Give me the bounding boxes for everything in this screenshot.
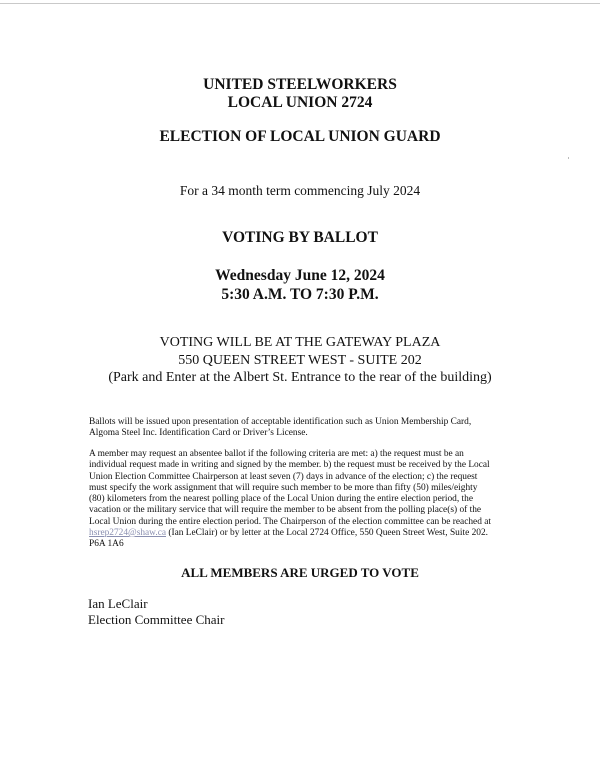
absentee-line: individual request made in writing and signed by the member. b) the request must be received by the Local bbox=[89, 460, 490, 471]
location-address: 550 QUEEN STREET WEST - SUITE 202 bbox=[178, 352, 422, 368]
absentee-line: must specify the work assignment that will require such member to be more than fifty (50) miles/eighty bbox=[89, 482, 478, 493]
absentee-line: A member may request an absentee ballot if the following criteria are met: a) the request must be an bbox=[89, 449, 464, 459]
absentee-line: vacation or the military service that will require the member to be absent from the polling place(s) of the bbox=[89, 505, 482, 516]
identification-paragraph bbox=[89, 417, 529, 440]
top-border-line bbox=[0, 3, 600, 4]
term-description: For a 34 month term commencing July 2024 bbox=[179, 183, 421, 198]
absentee-line: Union Election Committee Chairperson at least seven (7) days in advance of the election; c) the request bbox=[89, 471, 478, 482]
local-union-number: LOCAL UNION 2724 bbox=[227, 94, 373, 111]
location-venue: VOTING WILL BE AT THE GATEWAY PLAZA bbox=[159, 335, 441, 350]
voting-location bbox=[0, 334, 600, 387]
org-name: UNITED STEELWORKERS bbox=[203, 76, 397, 93]
scan-speck bbox=[568, 157, 569, 159]
absentee-line: (80) kilometers from the nearest polling place of the Local Union during the entire election period, the bbox=[89, 494, 473, 505]
voting-time: 5:30 A.M. TO 7:30 P.M. bbox=[221, 286, 379, 303]
identification-line: Ballots will be issued upon presentation of acceptable identification such as Union Membership Card, bbox=[89, 417, 472, 427]
chairperson-email-link[interactable]: hsrep2724@shaw.ca bbox=[89, 528, 167, 539]
voting-date: Wednesday June 12, 2024 bbox=[215, 267, 385, 284]
location-parking-note: (Park and Enter at the Albert St. Entrance to the rear of the building) bbox=[108, 370, 492, 385]
contact-details: (Ian LeClair) or by letter at the Local 2724 Office, 550 Queen Street West, Suite 202. bbox=[166, 528, 488, 539]
voting-date-time bbox=[0, 266, 600, 304]
election-title: ELECTION OF LOCAL UNION GUARD bbox=[159, 128, 441, 145]
identification-line: Algoma Steel Inc. Identification Card or Driver’s License. bbox=[89, 428, 308, 439]
postal-code: P6A 1A6 bbox=[89, 539, 124, 550]
absentee-ballot-paragraph bbox=[89, 449, 529, 551]
absentee-line: Local Union during the entire election period. The Chairperson of the election committee can be reached at bbox=[89, 516, 492, 527]
organization-heading bbox=[0, 76, 600, 112]
urge-to-vote-heading: ALL MEMBERS ARE URGED TO VOTE bbox=[181, 565, 419, 580]
signature-block bbox=[88, 596, 224, 628]
signatory-title: Election Committee Chair bbox=[88, 612, 225, 627]
signatory-name: Ian LeClair bbox=[88, 596, 148, 611]
absentee-contact-line bbox=[89, 528, 529, 539]
voting-heading: VOTING BY BALLOT bbox=[222, 229, 378, 246]
